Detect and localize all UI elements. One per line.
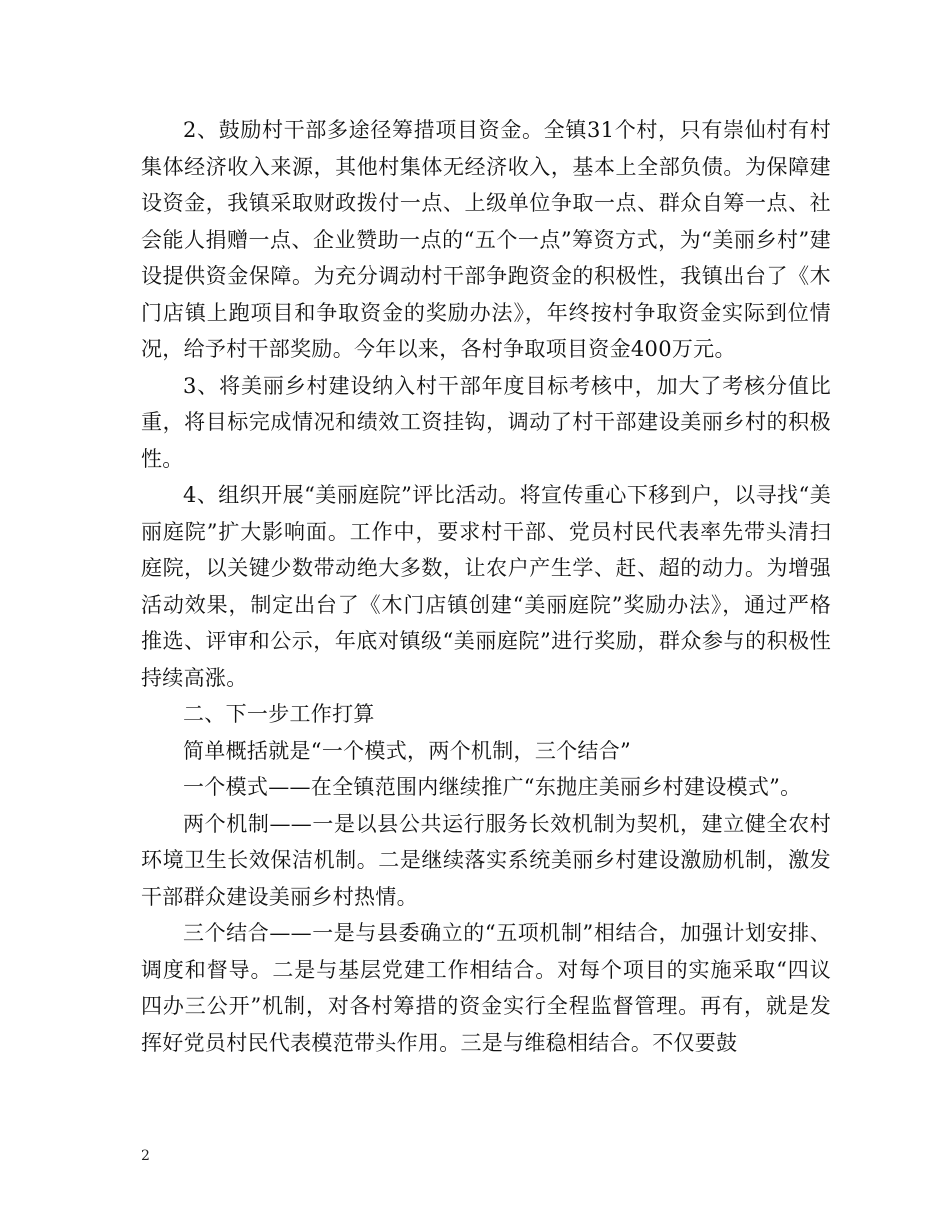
section-heading-next-steps: 二、下一步工作打算 bbox=[183, 702, 375, 726]
paragraph-assessment: 3、将美丽乡村建设纳入村干部年度目标考核中，加大了考核分值比重，将目标完成情况和绩效工资挂钩，调动了村干部建设美丽乡村的积极性。 bbox=[141, 373, 831, 471]
paragraph-three-combinations: 三个结合——一是与县委确立的“五项机制”相结合，加强计划安排、调度和督导。二是与基层党建工作相结合。对每个项目的实施采取“四议四办三公开”机制，对各村筹措的资金实行全程监督管理。再有，就是发挥好党员村民代表模范带头作用。三是与维稳相结合。不仅要鼓 bbox=[141, 921, 831, 1055]
page-number: 2 bbox=[141, 1148, 150, 1164]
paragraph-one-model: 一个模式——在全镇范围内继续推广“东抛庄美丽乡村建设模式”。 bbox=[183, 775, 802, 799]
paragraph-courtyard-contest: 4、组织开展“美丽庭院”评比活动。将宣传重心下移到户，以寻找“美丽庭院”扩大影响面。工作中，要求村干部、党员村民代表率先带头清扫庭院，以关键少数带动绝大多数，让农户产生学、赶、超的动力。为增强活动效果，制定出台了《木门店镇创建“美丽庭院”奖励办法》，通过严格推选、评审和公示，年底对镇级“美丽庭院”进行奖励，群众参与的积极性持续高涨。 bbox=[141, 483, 831, 690]
paragraph-two-mechanisms: 两个机制——一是以县公共运行服务长效机制为契机，建立健全农村环境卫生长效保洁机制。二是继续落实系统美丽乡村建设激励机制，激发干部群众建设美丽乡村热情。 bbox=[141, 811, 831, 909]
document-body bbox=[141, 112, 831, 1061]
paragraph-fundraising: 2、鼓励村干部多途径筹措项目资金。全镇31个村，只有崇仙村有村集体经济收入来源，其他村集体无经济收入，基本上全部负债。为保障建设资金，我镇采取财政拨付一点、上级单位争取一点、群众自筹一点、社会能人捐赠一点、企业赞助一点的“五个一点”筹资方式，为“美丽乡村”建设提供资金保障。为充分调动村干部争跑资金的积极性，我镇出台了《木门店镇上跑项目和争取资金的奖励办法》，年终按村争取资金实际到位情况，给予村干部奖励。今年以来，各村争取项目资金400万元。 bbox=[141, 118, 831, 361]
paragraph-summary: 简单概括就是“一个模式，两个机制，三个结合” bbox=[183, 738, 632, 763]
